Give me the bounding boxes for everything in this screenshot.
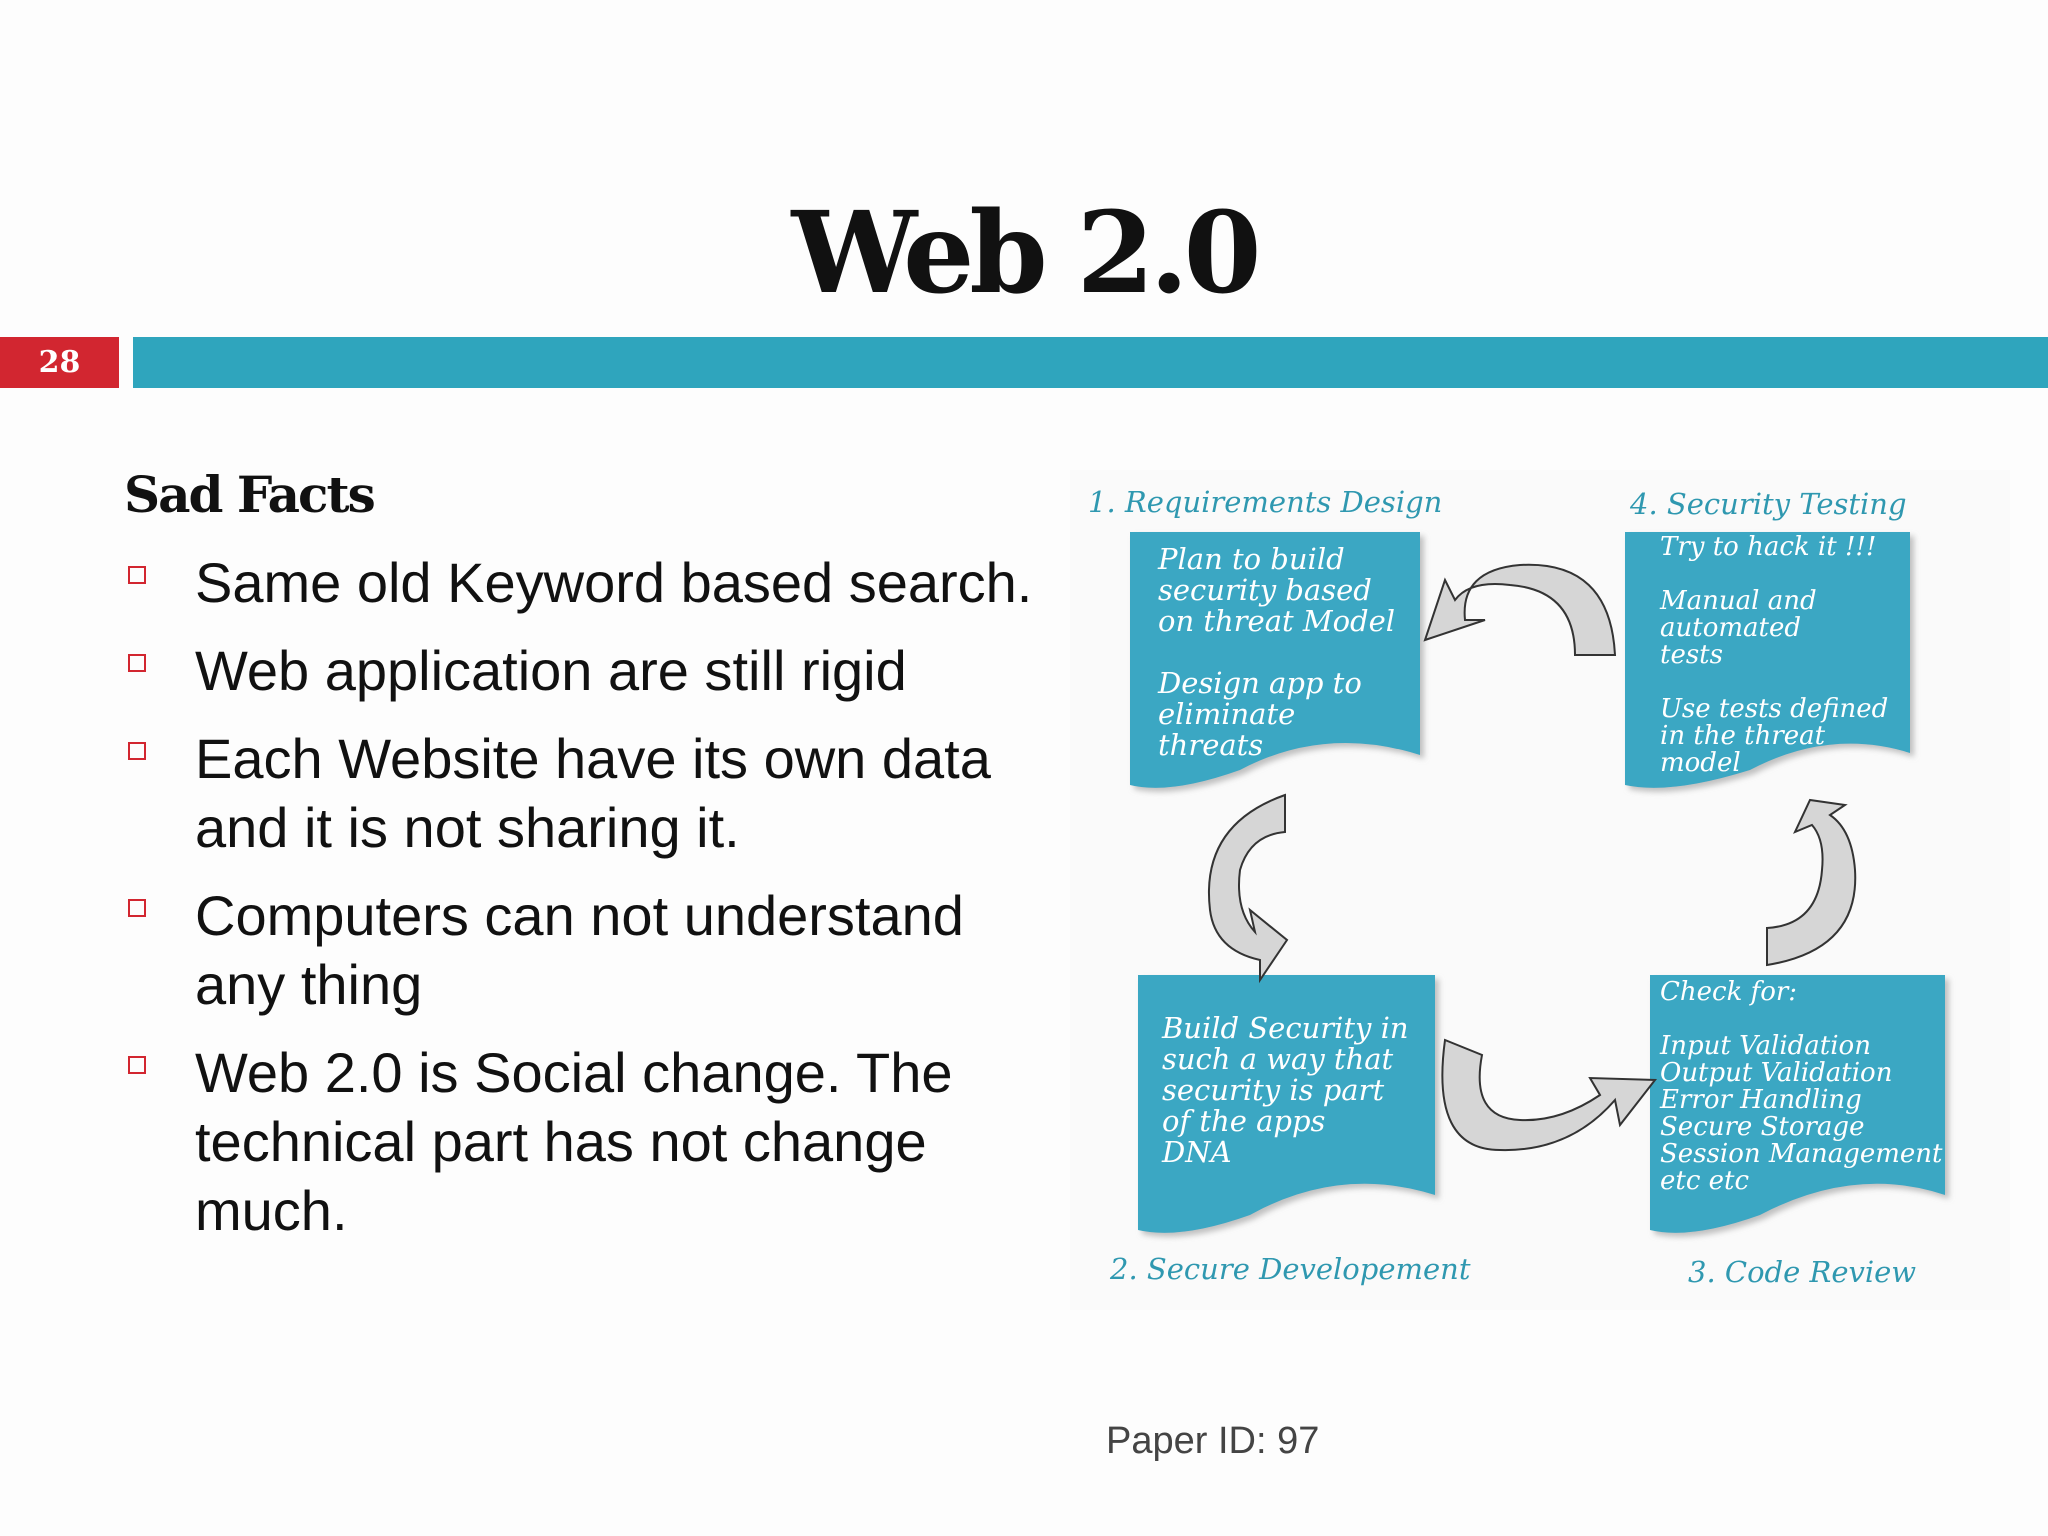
square-bullet-icon [128, 566, 146, 584]
stage-text-security-testing: Try to hack it !!! Manual and automated tests Use tests defined in the threat model [1660, 532, 1889, 778]
bullet-item [124, 881, 1064, 1019]
square-bullet-icon [128, 899, 146, 917]
bullet-text: Computers can not understand any thing [195, 884, 964, 1016]
bullet-item [124, 724, 1064, 862]
bullet-item [124, 636, 1064, 705]
stage-title-secure-development: 2. Secure Developement [1110, 1252, 1471, 1286]
paper-id-footer: Paper ID: 97 [1106, 1420, 1320, 1462]
bullet-text: Web application are still rigid [195, 639, 907, 702]
arrow-requirements-to-development [1209, 795, 1287, 980]
bullet-text: Each Website have its own data and it is not sharing it. [195, 727, 991, 859]
slide-title: Web 2.0 [791, 188, 1257, 319]
stage-text-requirements: Plan to build security based on threat Model Design app to eliminate threats [1158, 542, 1396, 762]
arrow-testing-to-requirements [1425, 565, 1615, 655]
security-lifecycle-diagram [1070, 470, 2010, 1310]
section-heading: Sad Facts [124, 465, 374, 524]
square-bullet-icon [128, 1056, 146, 1074]
stage-title-requirements: 1. Requirements Design [1088, 485, 1443, 519]
title-rule-bar [133, 337, 2048, 388]
stage-text-code-review: Check for: Input Validation Output Validation Error Handling Secure Storage Session Management etc etc [1660, 977, 1943, 1196]
square-bullet-icon [128, 742, 146, 760]
bullet-text: Web 2.0 is Social change. The technical part has not change much. [195, 1041, 953, 1242]
stage-text-secure-development: Build Security in such a way that security is part of the apps DNA [1162, 1011, 1409, 1169]
arrow-review-to-testing [1767, 800, 1855, 965]
bullet-item [124, 1038, 1064, 1245]
slide-number-badge: 28 [0, 337, 119, 388]
stage-title-security-testing: 4. Security Testing [1630, 487, 1907, 521]
bullet-text: Same old Keyword based search. [195, 551, 1033, 614]
bullet-item [124, 548, 1064, 617]
arrow-development-to-review [1442, 1040, 1655, 1150]
square-bullet-icon [128, 654, 146, 672]
bullet-list [124, 548, 1064, 1264]
stage-title-code-review: 3. Code Review [1688, 1255, 1917, 1289]
